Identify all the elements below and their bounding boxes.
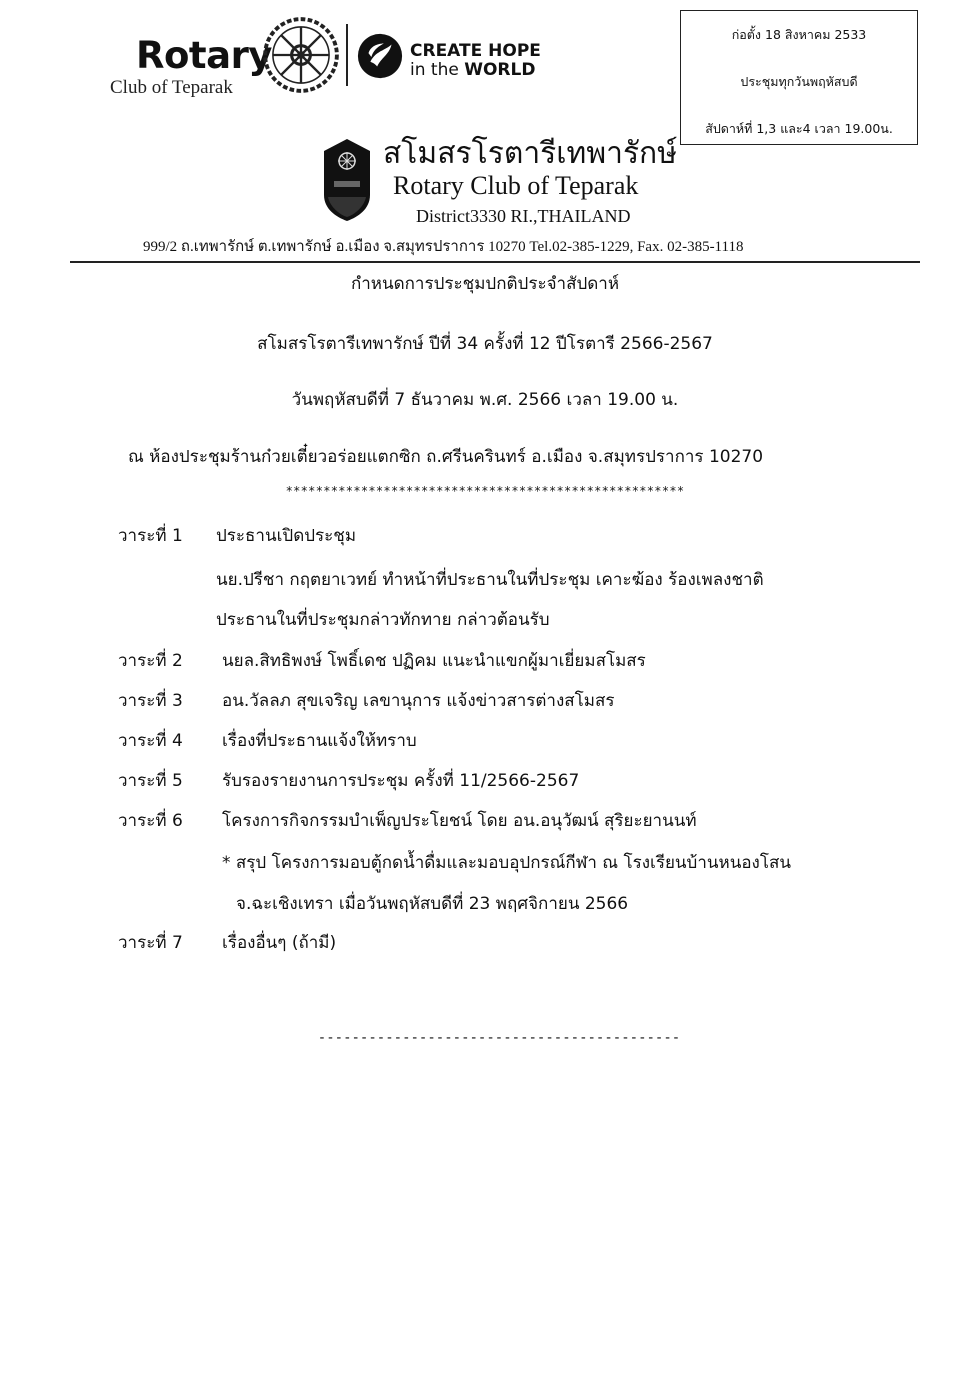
- club-emblem-icon: [320, 137, 374, 223]
- meeting-datetime: วันพฤหัสบดีที่ 7 ธันวาคม พ.ศ. 2566 เวลา 19.00 น.: [291, 390, 679, 410]
- agenda-label: วาระที่ 1: [118, 526, 183, 546]
- agenda-label: วาระที่ 3: [118, 691, 183, 711]
- star-separator: *****************************************************: [285, 484, 685, 498]
- district-line: District3330 RI.,THAILAND: [416, 206, 631, 226]
- create-hope-swirl-icon: [356, 32, 404, 80]
- slogan-line-1: CREATE HOPE: [410, 41, 541, 61]
- agenda-label: วาระที่ 6: [118, 811, 183, 831]
- agenda-item-text: นย.ปรีชา กฤตยาเวทย์ ทำหน้าที่ประธานในที่ประชุม เคาะฆ้อง ร้องเพลงชาติ: [216, 570, 764, 590]
- rotary-subtitle: Club of Teparak: [110, 77, 233, 98]
- agenda-item-text: * สรุป โครงการมอบตู้กดน้ำดื่มและมอบอุปกรณ์กีฬา ณ โรงเรียนบ้านหนองโสน: [222, 853, 791, 873]
- meeting-heading: กำหนดการประชุมปกติประจำสัปดาห์: [350, 274, 620, 294]
- meeting-day: ประชุมทุกวันพฤหัสบดี: [740, 74, 858, 89]
- agenda-item-text: ประธานในที่ประชุมกล่าวทักทาย กล่าวต้อนรับ: [216, 610, 550, 630]
- founded-date: ก่อตั้ง 18 สิงหาคม 2533: [731, 27, 867, 42]
- agenda-item-text: นยล.สิทธิพงษ์ โพธิ์เดช ปฏิคม แนะนำแขกผู้มาเยี่ยมสโมสร: [222, 651, 646, 671]
- club-name-thai: สโมสรโรตารีเทพารักษ์: [383, 136, 677, 171]
- meeting-weeks: สัปดาห์ที่ 1,3 และ4 เวลา 19.00น.: [705, 121, 893, 136]
- club-address: 999/2 ถ.เทพารักษ์ ต.เทพารักษ์ อ.เมือง จ.สมุทรปราการ 10270 Tel.02-385-1229, Fax. 02-385-1118: [143, 239, 744, 255]
- agenda-label: วาระที่ 2: [118, 651, 183, 671]
- slogan-line-2: in the WORLD: [410, 60, 536, 80]
- closing-dashes: -------------------------------------------: [317, 1030, 681, 1046]
- club-info-box: [680, 10, 918, 145]
- meeting-session: สโมสรโรตารีเทพารักษ์ ปีที่ 34 ครั้งที่ 12 ปีโรตารี 2566-2567: [257, 334, 713, 354]
- agenda-label: วาระที่ 5: [118, 771, 183, 791]
- agenda-item-text: โครงการกิจกรรมบำเพ็ญประโยชน์ โดย อน.อนุวัฒน์ สุริยะยานนท์: [222, 811, 697, 831]
- header-divider: [70, 261, 920, 263]
- logo-divider: [346, 24, 348, 86]
- slogan: [410, 42, 541, 80]
- meeting-venue: ณ ห้องประชุมร้านก๋วยเตี๋ยวอร่อยแตกซิก ถ.ศรีนครินทร์ อ.เมือง จ.สมุทรปราการ 10270: [128, 447, 764, 467]
- agenda-label: วาระที่ 7: [118, 933, 183, 953]
- agenda-item-text: รับรองรายงานการประชุม ครั้งที่ 11/2566-2567: [222, 771, 580, 791]
- agenda-label: วาระที่ 4: [118, 731, 183, 751]
- rotary-wheel-icon: [262, 16, 340, 94]
- agenda-item-text: ประธานเปิดประชุม: [216, 526, 357, 546]
- club-name-english: Rotary Club of Teparak: [393, 171, 639, 200]
- agenda-item-text: เรื่องที่ประธานแจ้งให้ทราบ: [222, 731, 417, 751]
- agenda-item-text: จ.ฉะเชิงเทรา เมื่อวันพฤหัสบดีที่ 23 พฤศจิกายน 2566: [236, 894, 629, 914]
- agenda-item-text: เรื่องอื่นๆ (ถ้ามี): [222, 933, 337, 953]
- rotary-wordmark: Rotary: [136, 34, 272, 77]
- agenda-item-text: อน.วัลลภ สุขเจริญ เลขานุการ แจ้งข่าวสารต่างสโมสร: [222, 691, 615, 711]
